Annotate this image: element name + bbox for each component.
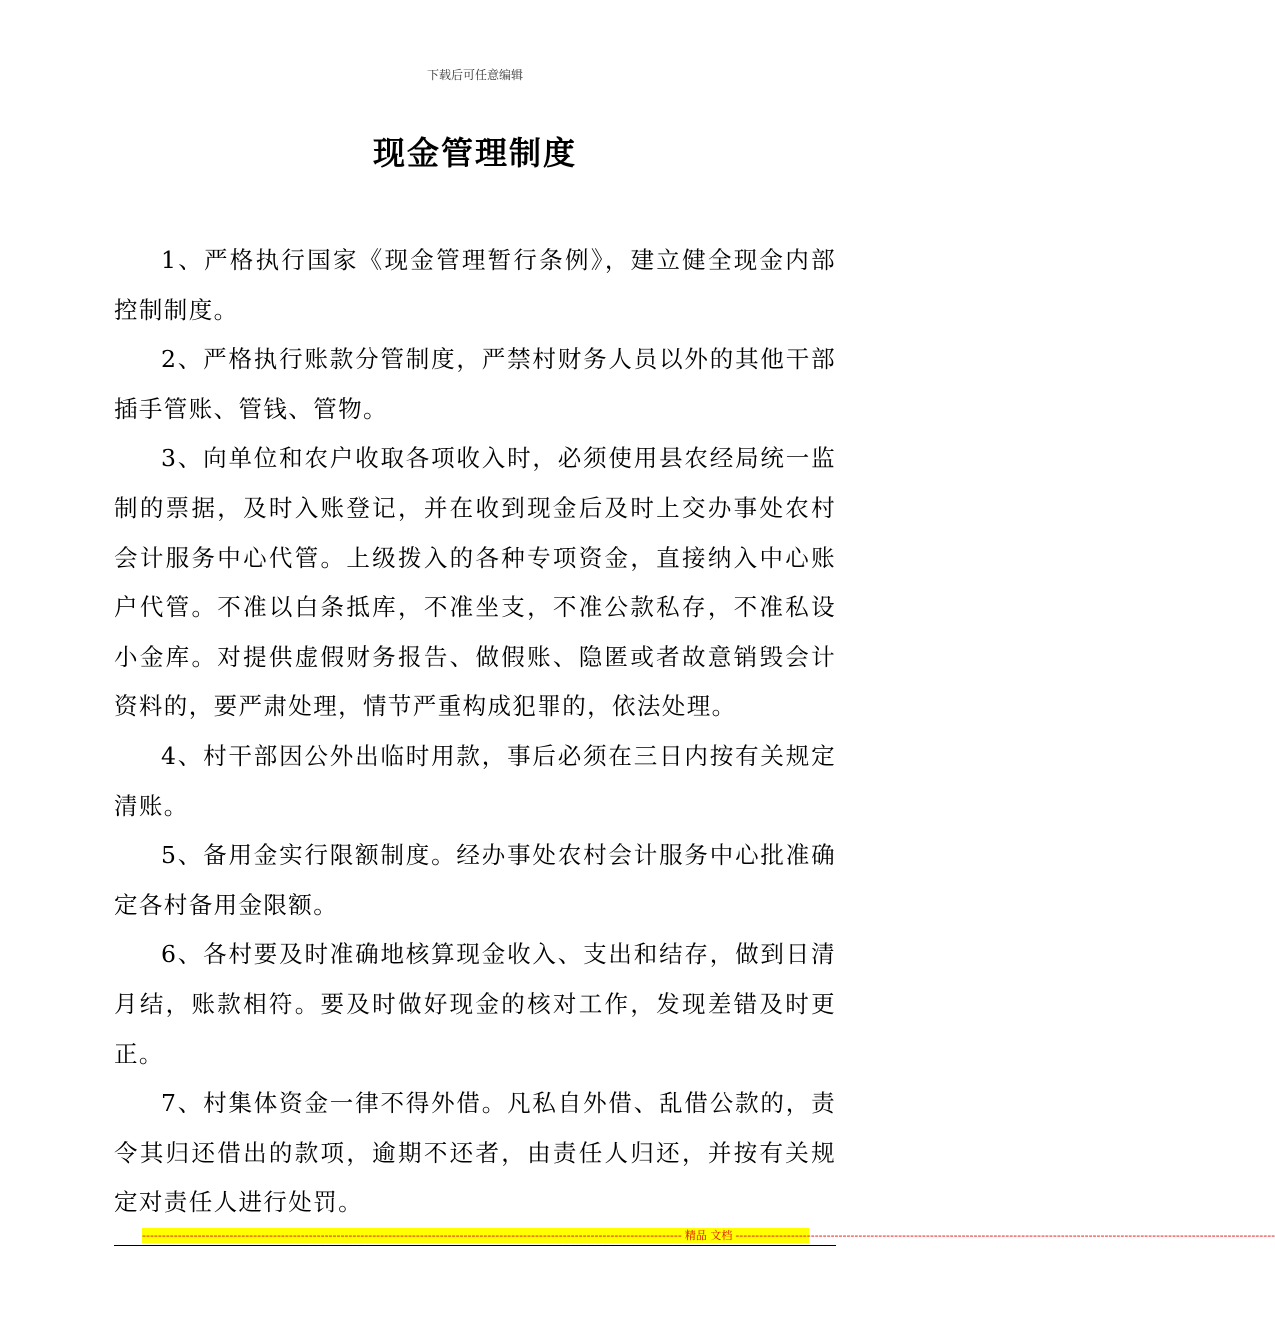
paragraph-2: 2、严格执行账款分管制度，严禁村财务人员以外的其他干部插手管账、管钱、管物。 [114, 345, 836, 423]
paragraph-1: 1、严格执行国家《现金管理暂行条例》，建立健全现金内部控制制度。 [114, 246, 836, 324]
footer-left-dashes: ---------------------------------------------------------------------------------------------------------------------------------------- [142, 1229, 682, 1242]
paragraph-6: 6、各村要及时准确地核算现金收入、支出和结存，做到日清月结，账款相符。要及时做好现金的核对工作，发现差错及时更正。 [114, 940, 836, 1068]
footer-banner [142, 1228, 1275, 1243]
document-title: 现金管理制度 [372, 134, 577, 172]
paragraph-4: 4、村干部因公外出临时用款，事后必须在三日内按有关规定清账。 [114, 741, 836, 820]
header-note: 下载后可任意编辑 [426, 68, 523, 82]
paragraph-3: 3、向单位和农户收取各项收入时，必须使用县农经局统一监制的票据，及时入账登记，并在收到现金后及时上交办事处农村会计服务中心代管。上级拨入的各种专项资金，直接纳入中心账户代管。不准以白条抵库，不准坐支，不准公款私存，不准私设小金库。对提供虚假财务报告、做假账、隐匿或者故意销毁会计资料的，要严肃处理，情节严重构成犯罪的，依法处理。 [114, 444, 836, 721]
footer-divider [114, 1245, 836, 1246]
paragraph-7: 7、村集体资金一律不得外借。凡私自外借、乱借公款的，责令其归还借出的款项，逾期不还者，由责任人归还，并按有关规定对责任人进行处罚。 [114, 1089, 836, 1217]
footer-right-dashes: ---------------------------------------------------------------------------------------------------------------------------------------- [735, 1229, 1275, 1242]
footer-label: 精品 文档 [684, 1229, 733, 1242]
document-body [114, 236, 836, 1228]
paragraph-5: 5、备用金实行限额制度。经办事处农村会计服务中心批准确定各村备用金限额。 [114, 841, 836, 919]
